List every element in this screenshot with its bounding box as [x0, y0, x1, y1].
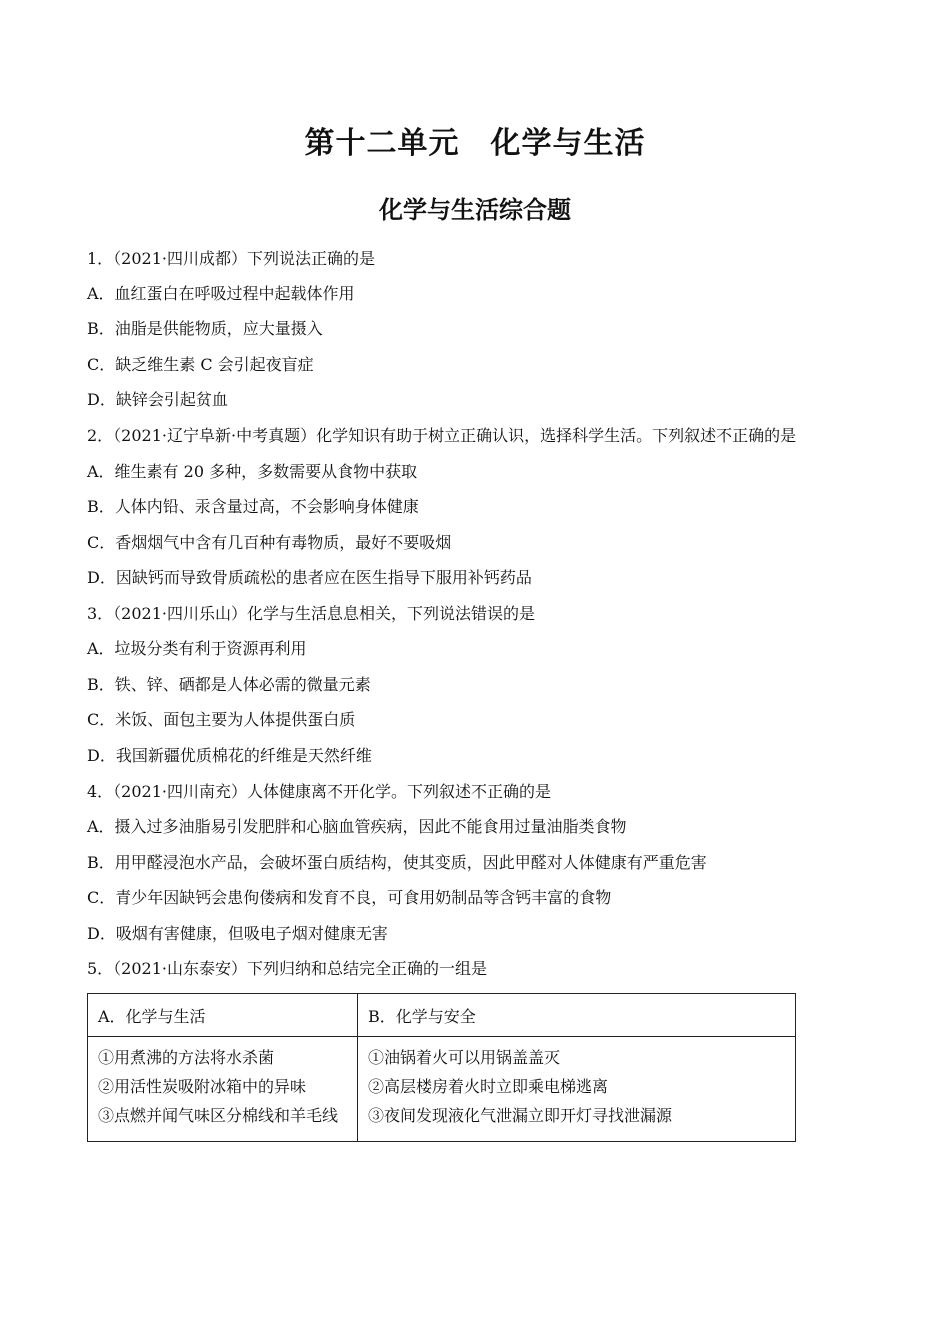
question-4-option-a: A．摄入过多油脂易引发肥胖和心脑血管疾病，因此不能食用过量油脂类食物 — [87, 817, 627, 836]
table-item-a2: ②用活性炭吸附冰箱中的异味 — [98, 1077, 307, 1096]
question-4-stem: 4．（2021·四川南充）人体健康离不开化学。下列叙述不正确的是 — [87, 782, 551, 801]
question-4-option-b: B．用甲醛浸泡水产品，会破坏蛋白质结构，使其变质，因此甲醛对人体健康有严重危害 — [87, 853, 707, 872]
question-3-option-d: D．我国新疆优质棉花的纤维是天然纤维 — [87, 746, 372, 765]
question-4-option-d: D．吸烟有害健康，但吸电子烟对健康无害 — [87, 924, 388, 943]
table-cell-b — [358, 1037, 796, 1142]
question-1-option-a: A．血红蛋白在呼吸过程中起载体作用 — [87, 284, 355, 303]
question-1-option-c: C．缺乏维生素 C 会引起夜盲症 — [87, 355, 314, 374]
table-item-b3: ③夜间发现液化气泄漏立即开灯寻找泄漏源 — [368, 1106, 673, 1125]
question-4-option-c: C．青少年因缺钙会患佝偻病和发育不良，可食用奶制品等含钙丰富的食物 — [87, 888, 612, 907]
question-1-stem: 1．（2021·四川成都）下列说法正确的是 — [87, 249, 375, 268]
question-3-option-b: B．铁、锌、硒都是人体必需的微量元素 — [87, 675, 371, 694]
question-1-option-d: D．缺锌会引起贫血 — [87, 390, 228, 409]
question-2-option-c: C．香烟烟气中含有几百种有毒物质，最好不要吸烟 — [87, 533, 452, 552]
table-item-a1: ①用煮沸的方法将水杀菌 — [98, 1048, 275, 1067]
question-2-stem: 2．（2021·辽宁阜新·中考真题）化学知识有助于树立正确认识，选择科学生活。下列叙述不正确的是 — [87, 426, 797, 445]
question-3-option-c: C．米饭、面包主要为人体提供蛋白质 — [87, 710, 356, 729]
section-title: 化学与生活综合题 — [379, 196, 571, 224]
unit-title: 第十二单元 化学与生活 — [304, 126, 646, 161]
table-item-b1: ①油锅着火可以用锅盖盖灭 — [368, 1048, 561, 1067]
comparison-table — [87, 993, 796, 1142]
table-item-a3: ③点燃并闻气味区分棉线和羊毛线 — [98, 1106, 339, 1125]
table-header-a: A．化学与生活 — [88, 994, 358, 1037]
question-3-stem: 3．（2021·四川乐山）化学与生活息息相关，下列说法错误的是 — [87, 604, 535, 623]
question-2-option-a: A．维生素有 20 多种，多数需要从食物中获取 — [87, 462, 418, 481]
question-2-option-b: B．人体内铅、汞含量过高，不会影响身体健康 — [87, 497, 419, 516]
table-header-b: B．化学与安全 — [358, 994, 796, 1037]
question-3-option-a: A．垃圾分类有利于资源再利用 — [87, 639, 307, 658]
table-item-b2: ②高层楼房着火时立即乘电梯逃离 — [368, 1077, 609, 1096]
table-cell-a — [88, 1037, 358, 1142]
question-2-option-d: D．因缺钙而导致骨质疏松的患者应在医生指导下服用补钙药品 — [87, 568, 532, 587]
question-1-option-b: B．油脂是供能物质，应大量摄入 — [87, 319, 323, 338]
question-5-stem: 5．（2021·山东泰安）下列归纳和总结完全正确的一组是 — [87, 959, 487, 978]
